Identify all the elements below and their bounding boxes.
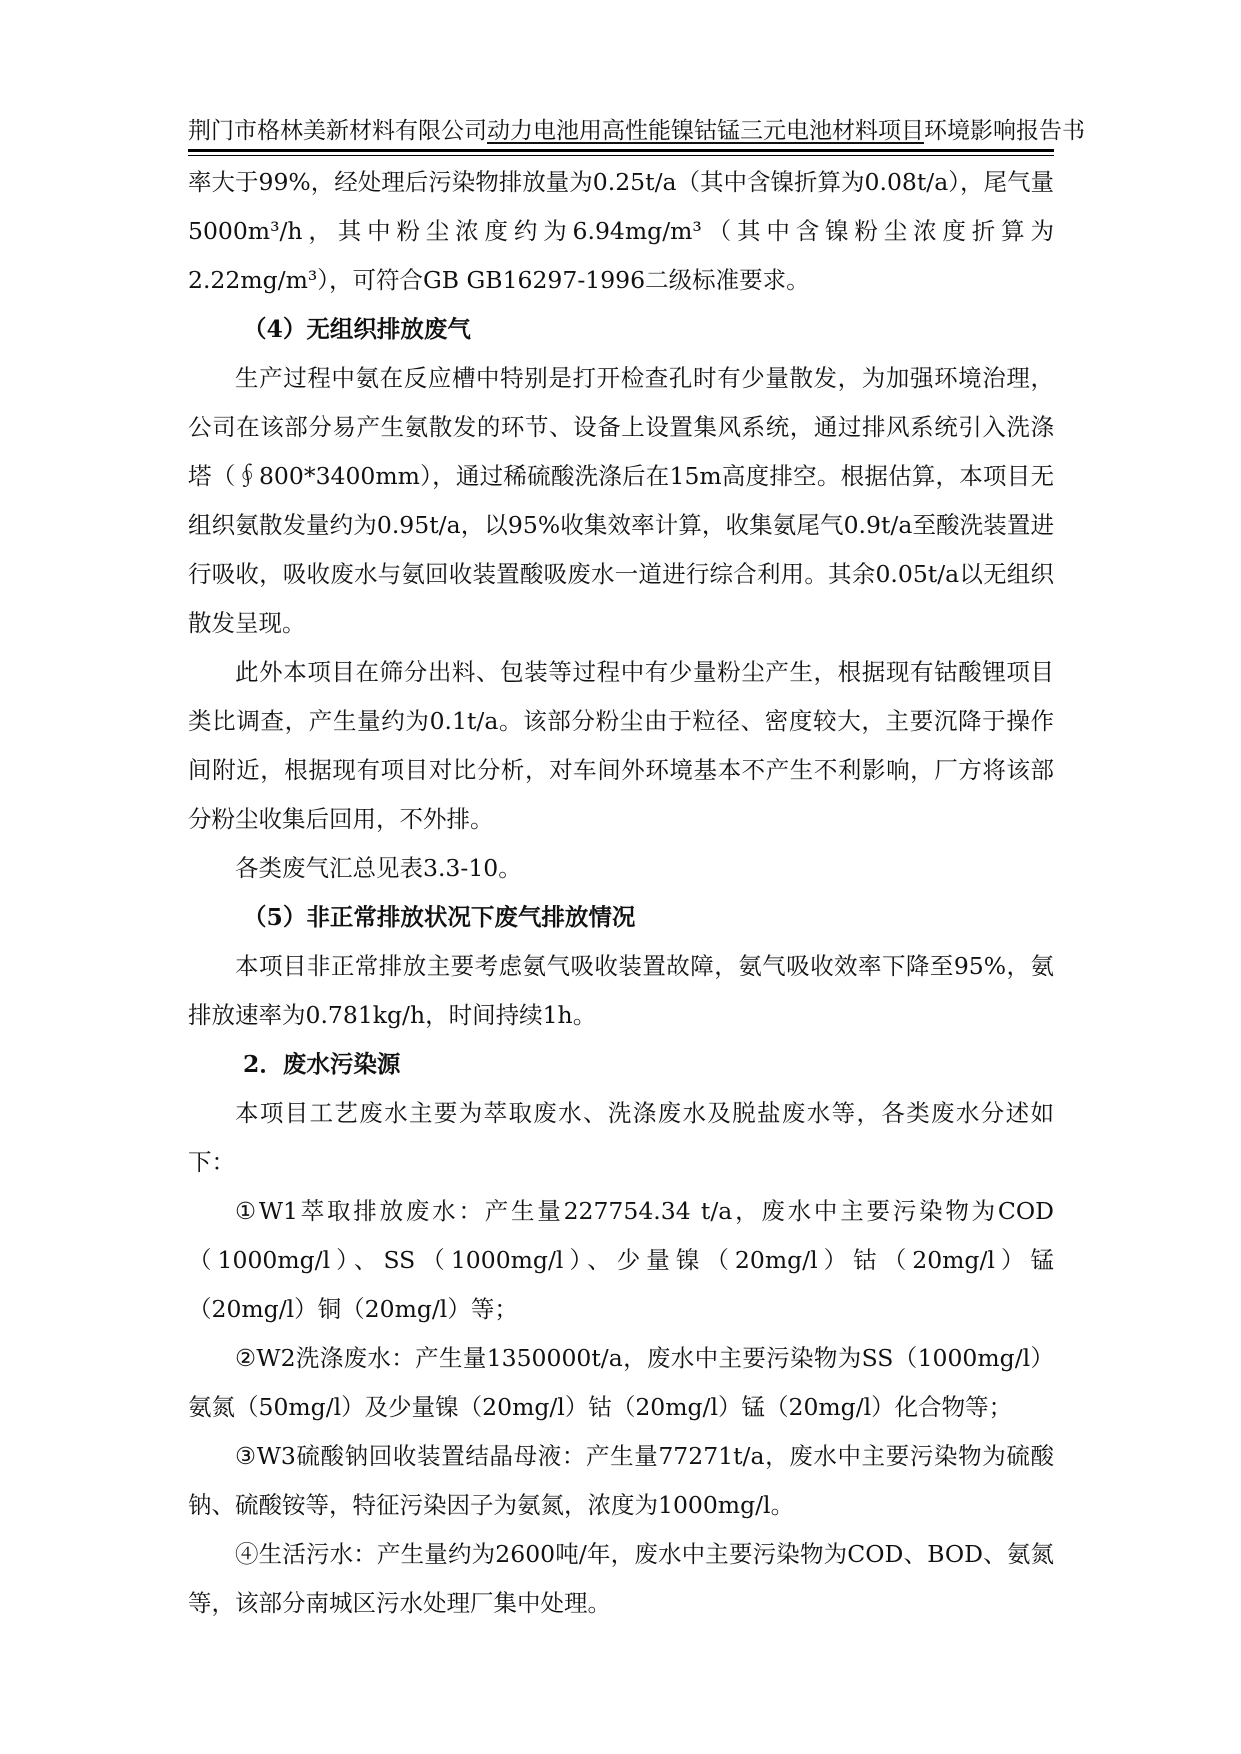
heading-abnormal-emissions: （5）非正常排放状况下废气排放情况: [243, 903, 636, 931]
list-item-w2: ②W2洗涤废水：产生量1350000t/a，废水中主要污染物为SS（1000mg/l）氨氮（50mg/l）及少量镍（20mg/l）钴（20mg/l）锰（20mg/l）化合物等；: [188, 1344, 1054, 1421]
header-rule-thin: [188, 155, 1054, 156]
header-project: 动力电池用高性能镍钴锰三元电池材料项目: [487, 118, 924, 144]
paragraph-summary-ref: 各类废气汇总见表3.3-10。: [235, 854, 522, 882]
header-rule-thick: [188, 149, 1054, 152]
heading-fugitive-emissions: （4）无组织排放废气: [243, 315, 471, 343]
paragraph-exhaust-continued: 率大于99%，经处理后污染物排放量为0.25t/a（其中含镍折算为0.08t/a），尾气量5000m³/h，其中粉尘浓度约为6.94mg/m³（其中含镍粉尘浓度折算为2.22mg/m³），可符合GB GB16297-1996二级标准要求。: [188, 168, 1054, 294]
header-doc-type: 环境影响报告书: [924, 118, 1085, 144]
list-item-domestic-sewage: ④生活污水：产生量约为2600吨/年，废水中主要污染物为COD、BOD、氨氮等，该部分南城区污水处理厂集中处理。: [188, 1540, 1054, 1617]
paragraph-ammonia-fugitive: 生产过程中氨在反应槽中特别是打开检查孔时有少量散发，为加强环境治理，公司在该部分易产生氨散发的环节、设备上设置集风系统，通过排风系统引入洗涤塔（∮800*3400mm），通过稀硫酸洗涤后在15m高度排空。根据估算，本项目无组织氨散发量约为0.95t/a，以95%收集效率计算，收集氨尾气0.9t/a至酸洗装置进行吸收，吸收废水与氨回收装置酸吸废水一道进行综合利用。其余0.05t/a以无组织散发呈现。: [188, 364, 1054, 637]
list-item-w3: ③W3硫酸钠回收装置结晶母液：产生量77271t/a，废水中主要污染物为硫酸钠、硫酸铵等，特征污染因子为氨氮，浓度为1000mg/l。: [188, 1442, 1054, 1519]
page-header: [188, 116, 1085, 146]
paragraph-wastewater-intro: 本项目工艺废水主要为萃取废水、洗涤废水及脱盐废水等，各类废水分述如下：: [188, 1099, 1054, 1176]
document-body: [188, 158, 1054, 1628]
list-item-w1: ①W1萃取排放废水：产生量227754.34 t/a，废水中主要污染物为COD（1000mg/l）、SS（1000mg/l）、少量镍（20mg/l）钴（20mg/l）锰（20mg/l）铜（20mg/l）等；: [188, 1197, 1054, 1323]
paragraph-abnormal: 本项目非正常排放主要考虑氨气吸收装置故障，氨气吸收效率下降至95%，氨排放速率为0.781kg/h，时间持续1h。: [188, 952, 1054, 1029]
heading-wastewater-sources: 2．废水污染源: [243, 1050, 401, 1078]
header-company: 荆门市格林美新材料有限公司: [188, 118, 487, 144]
paragraph-dust: 此外本项目在筛分出料、包装等过程中有少量粉尘产生，根据现有钴酸锂项目类比调查，产生量约为0.1t/a。该部分粉尘由于粒径、密度较大，主要沉降于操作间附近，根据现有项目对比分析，对车间外环境基本不产生不利影响，厂方将该部分粉尘收集后回用，不外排。: [188, 658, 1054, 833]
